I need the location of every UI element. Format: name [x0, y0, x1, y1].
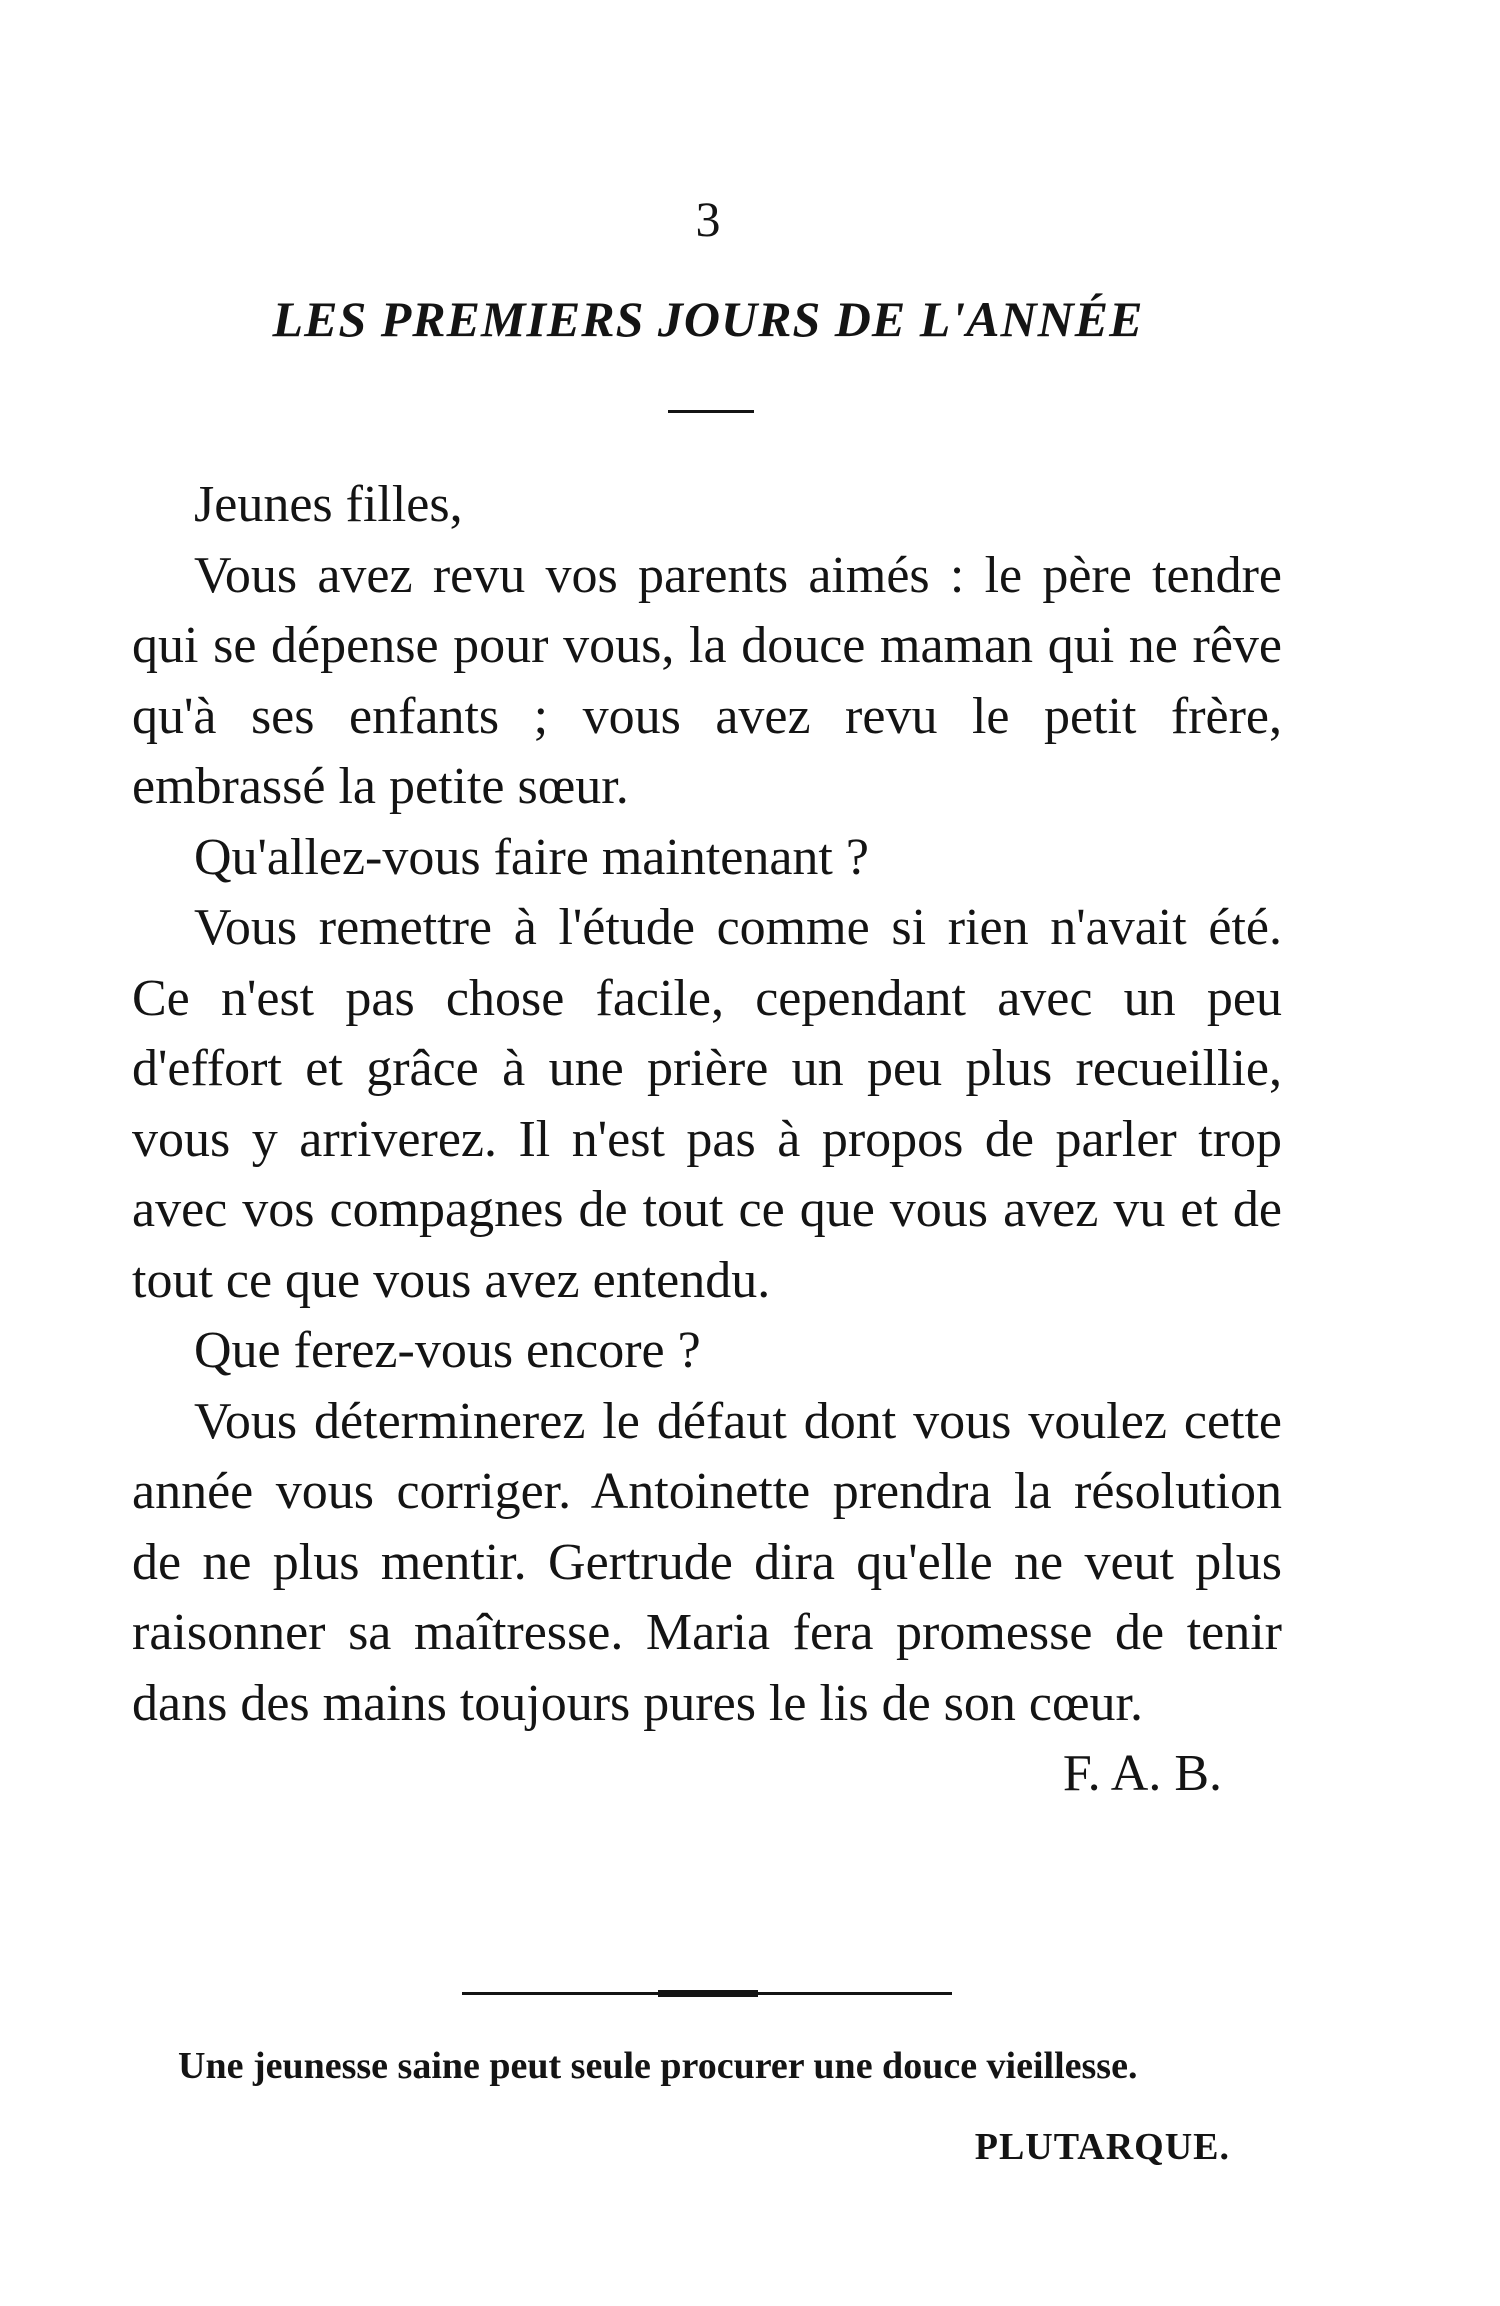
epigraph	[132, 2044, 1282, 2088]
title-divider	[668, 410, 754, 413]
page-number: 3	[695, 191, 721, 247]
epigraph-text: Une jeunesse saine peut seule procurer une douce vieillesse.	[178, 2045, 1138, 2087]
signature: F. A. B.	[1062, 1745, 1222, 1802]
paragraph: Qu'allez-vous faire maintenant ?	[194, 828, 869, 886]
paragraph: Vous remettre à l'étude comme si rien n'avait été. Ce n'est pas chose facile, cependant avec un peu d'effort et grâce à une prière un peu plus recueillie, vous y arriverez. Il n'est pas à propos de parler trop avec vos compagnes de tout ce que vous avez vu et de tout ce que vous avez entendu.	[132, 899, 1282, 1309]
chapter-title: LES PREMIERS JOURS DE L'ANNÉE	[272, 291, 1144, 347]
paragraph: Que ferez-vous encore ?	[194, 1322, 701, 1379]
body-text	[132, 470, 1282, 1810]
footer-divider-ornament	[658, 1990, 758, 1997]
paragraph: Vous déterminerez le défaut dont vous voulez cette année vous corriger. Antoinette prendra la résolution de ne plus mentir. Gertrude dira qu'elle ne veut plus raisonner sa maîtresse. Maria fera promesse de tenir dans des mains toujours pures le lis de son cœur.	[132, 1392, 1282, 1732]
salutation: Jeunes filles,	[194, 476, 463, 533]
paragraph: Vous avez revu vos parents aimés : le père tendre qui se dépense pour vous, la douce maman qui ne rêve qu'à ses enfants ; vous avez revu le petit frère, embrassé la petite sœur.	[132, 546, 1282, 815]
epigraph-author: PLUTARQUE.	[974, 2126, 1230, 2168]
